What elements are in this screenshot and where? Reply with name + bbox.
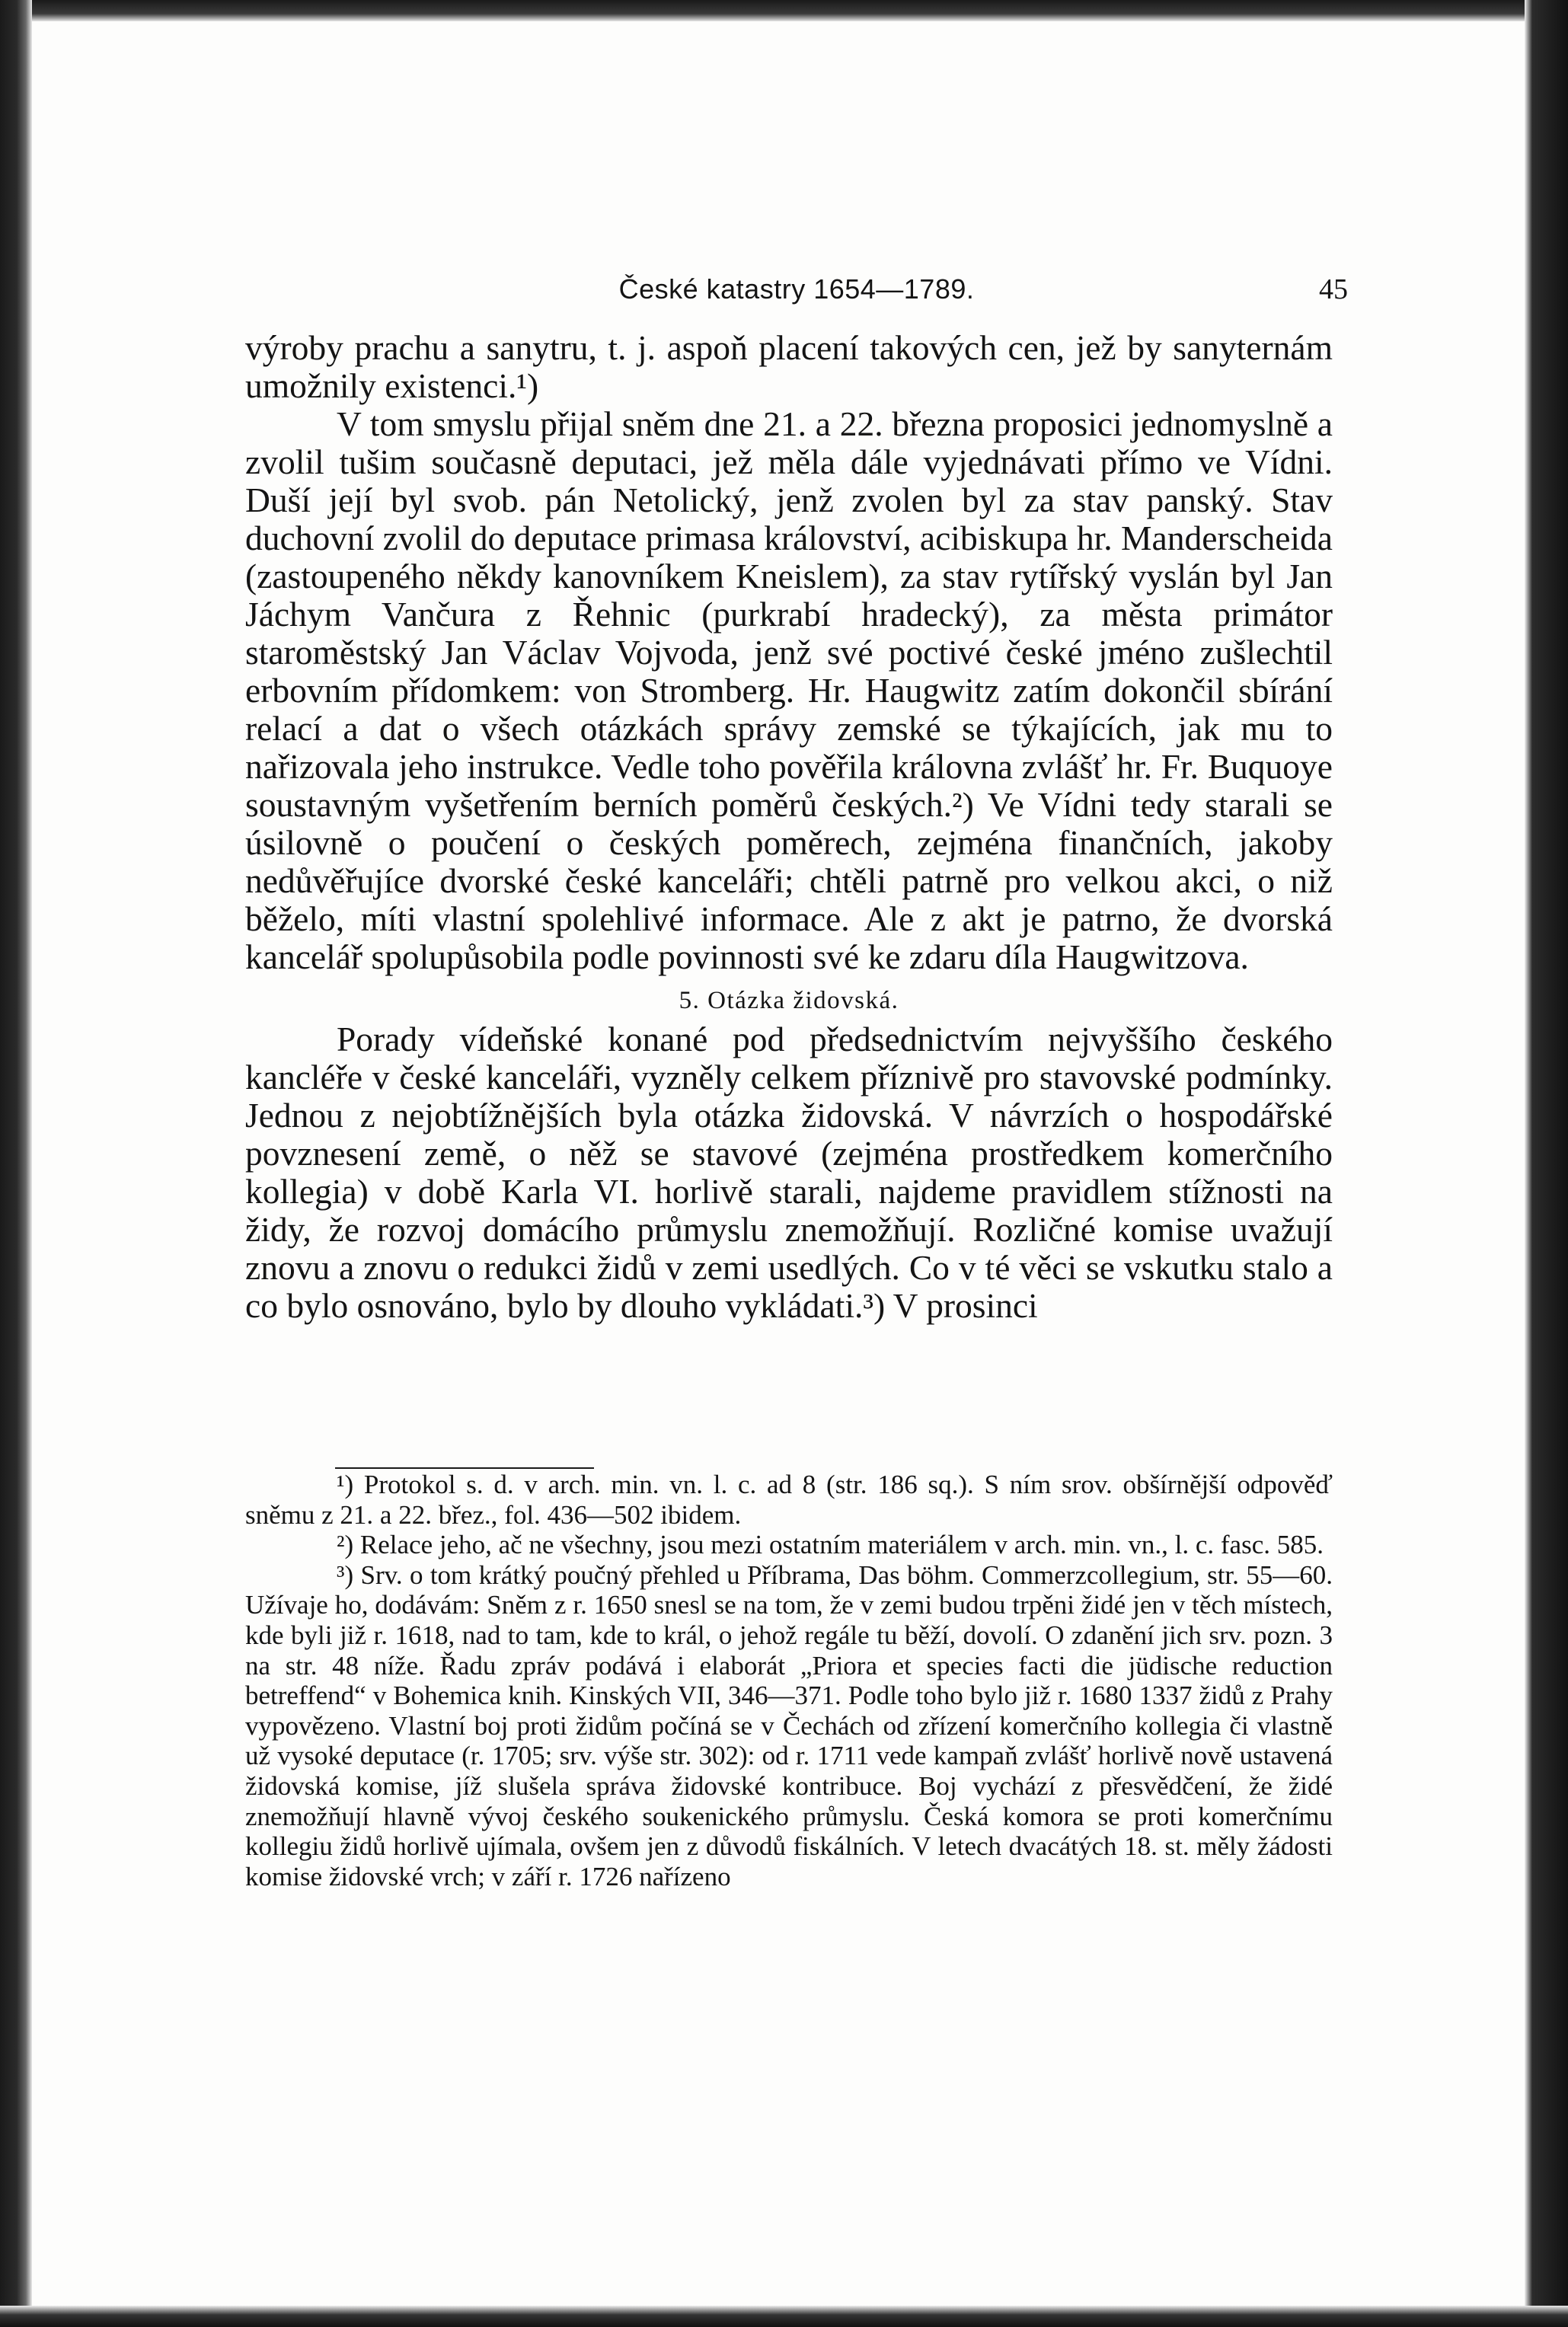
scan-edge-left bbox=[0, 0, 32, 2327]
body-text bbox=[245, 329, 1333, 1325]
paragraph-jewish-question: Porady vídeňské konané pod předsednictvím nejvyššího českého kancléře v české kanceláři, vyzněly celkem příznivě pro stavovské podmínky. Jednou z nejobtížnějších byla otázka židovská. V návrzích o hospodářské povznesení země, o něž se stavové (zejména prostředkem komerčního kollegia) v době Karla VI. horlivě starali, najdeme pravidlem stížnosti na židy, že rozvoj domácího průmyslu znemožňují. Rozličné komise uvažují znovu a znovu o redukci židů v zemi usedlých. Co v té věci se vskutku stalo a co bylo osnováno, bylo by dlouho vykládati.³) V prosinci bbox=[245, 1020, 1333, 1325]
footnote-3: ³) Srv. o tom krátký poučný přehled u Příbrama, Das böhm. Commerzcollegium, str. 55—60. Užívaje ho, dodávám: Sněm z r. 1650 snesl se na tom, že v zemi budou trpěni židé jen v těch místech, kde byli již r. 1618, nad to tam, kde to král, o jehož regále tu běží, dovolí. O zdanění jich srv. pozn. 3 na str. 48 níže. Řadu zpráv podává i elaborát „Priora et species facti die jüdische reduction betreffend“ v Bohemica knih. Kinských VII, 346—371. Podle toho bylo již r. 1680 1337 židů z Prahy vypovězeno. Vlastní boj proti židům počíná se v Čechách od zřízení komerčního kollegia či vlastně už vysoké deputace (r. 1705; srv. výše str. 302): od r. 1711 vede kampaň zvlášť horlivě nově ustavená židovská komise, jíž slušela správa židovské kontribuce. Boj vychází z přesvědčení, že židé znemožňují hlavně vývoj českého soukenického průmyslu. Česká komora se proti komerčnímu kollegiu židů horlivě ujímala, ovšem jen z důvodů fiskálních. V letech dvacátých 18. st. měly žádosti komise židovské vrch; v září r. 1726 nařízeno bbox=[245, 1559, 1333, 1891]
section-heading: 5. Otázka židovská. bbox=[679, 987, 899, 1014]
paragraph-deputation: V tom smyslu přijal sněm dne 21. a 22. března proposici jednomyslně a zvolil tušim současně deputaci, jež měla dále vyjednávati přímo ve Vídni. Duší její byl svob. pán Netolický, jenž zvolen byl za stav panský. Stav duchovní zvolil do deputace primasa království, acibiskupa hr. Manderscheida (zastoupeného někdy kanovníkem Kneislem), za stav rytířský vyslán byl Jan Jáchym Vančura z Řehnic (purkrabí hradecký), za města primátor staroměstský Jan Václav Vojvoda, jenž své poctivé české jméno zušlechtil erbovním přídomkem: von Stromberg. Hr. Haugwitz zatím dokončil sbírání relací a dat o všech otázkách správy zemské se týkajících, jak mu to nařizovala jeho instrukce. Vedle toho pověřila královna zvlášť hr. Fr. Buquoye soustavným vyšetřením berních poměrů českých.²) Ve Vídni tedy starali se úsilovně o poučení o českých poměrech, zejména finančních, jakoby nedůvěřujíce dvorské české kanceláři; chtěli patrně pro velkou akci, o niž běželo, míti vlastní spolehlivé informace. Ale z akt je patrno, že dvorská kancelář spolupůsobila podle povinnosti své ke zdaru díla Haugwitzova. bbox=[245, 404, 1333, 976]
running-head bbox=[245, 267, 1348, 312]
footnote-1: ¹) Protokol s. d. v arch. min. vn. l. c. ad 8 (str. 186 sq.). S ním srov. obšírnější odpověď sněmu z 21. a 22. břez., fol. 436—502 ibidem. bbox=[245, 1470, 1333, 1530]
scan-edge-right bbox=[1525, 0, 1568, 2327]
footnote-2: ²) Relace jeho, ač ne všechny, jsou mezi ostatním materiálem v arch. min. vn., l. c. fasc. 585. bbox=[337, 1530, 1324, 1560]
page-number: 45 bbox=[1319, 273, 1348, 305]
running-title: České katastry 1654—1789. bbox=[618, 273, 975, 305]
footnotes bbox=[245, 1470, 1333, 1891]
paragraph-continuation: výroby prachu a sanytru, t. j. aspoň placení takových cen, jež by sanyternám umožnily existenci.¹) bbox=[245, 328, 1333, 405]
scan-edge-bottom bbox=[0, 2306, 1568, 2327]
footnote-rule bbox=[335, 1467, 594, 1469]
scan-edge-top bbox=[0, 0, 1568, 21]
